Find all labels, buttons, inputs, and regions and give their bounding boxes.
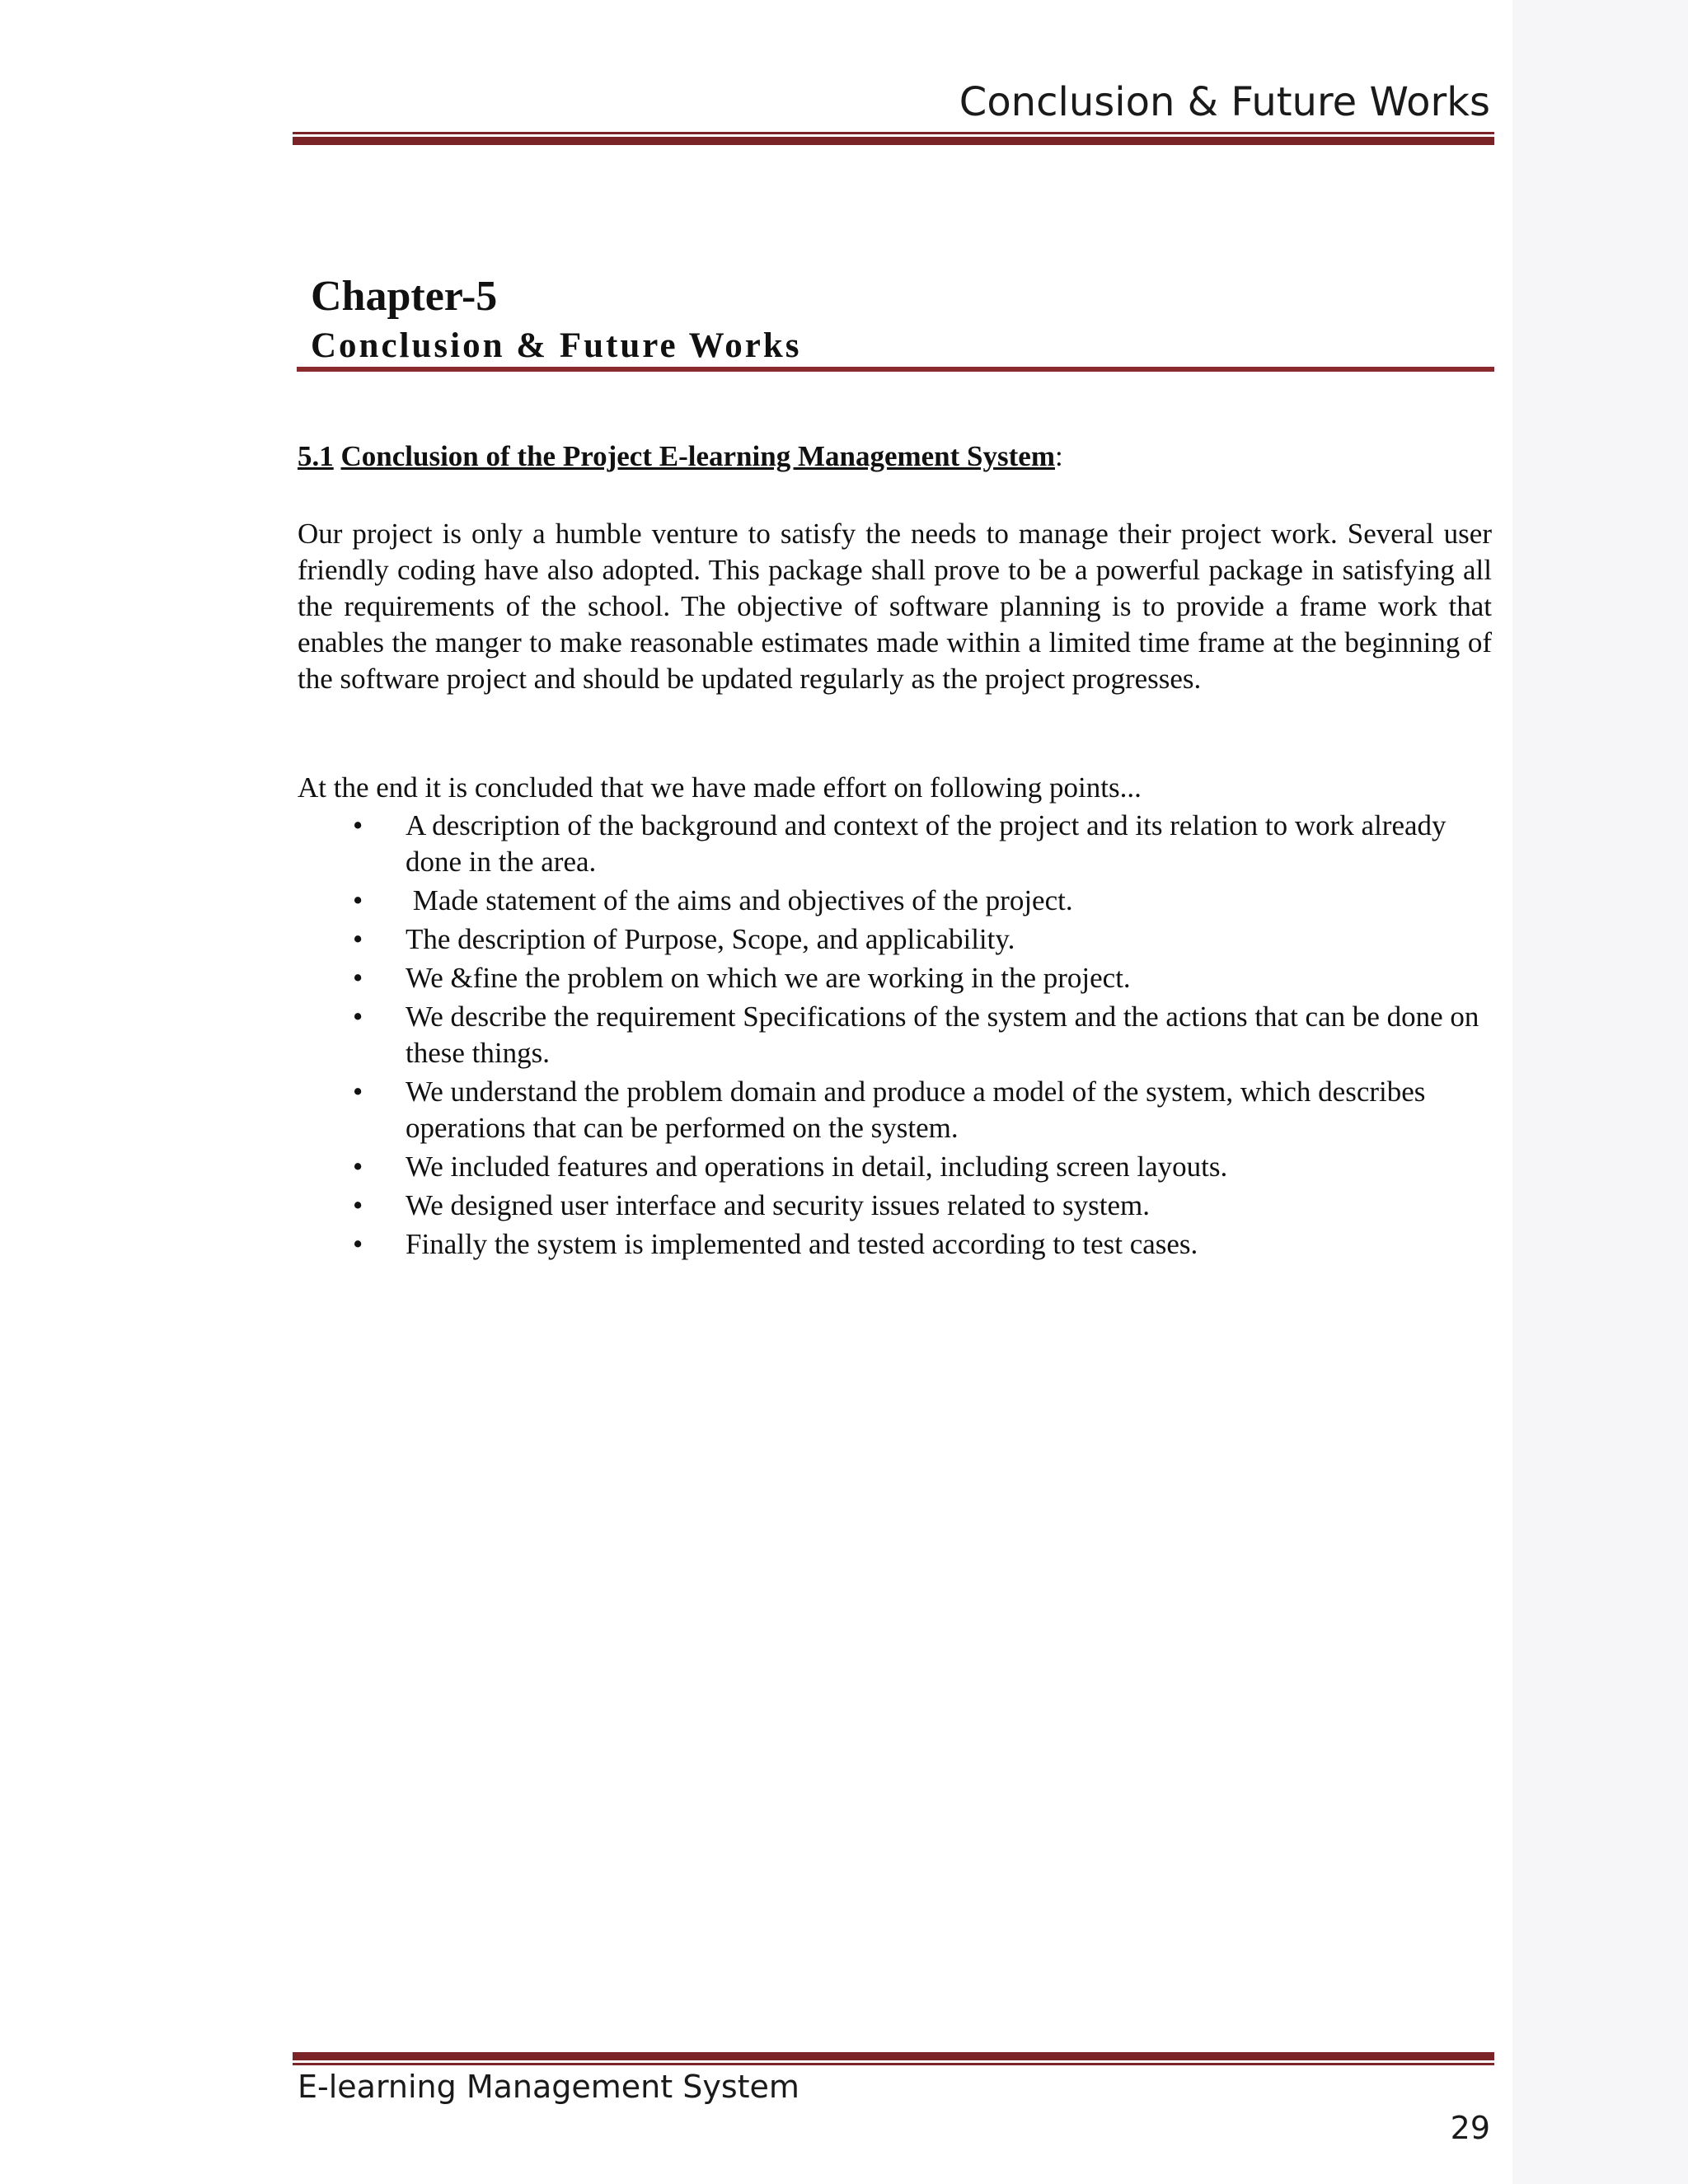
bullet-icon: • [353, 1001, 363, 1033]
section-number: 5.1 [298, 440, 334, 472]
bullet-icon: • [353, 809, 363, 841]
list-item [298, 883, 1492, 919]
list-item-text: A description of the background and context of the project and its relation to work already done in the area. [406, 809, 1447, 878]
list-item-text: We included features and operations in detail, including screen layouts. [406, 1151, 1228, 1183]
list-item-text: We designed user interface and security issues related to system. [406, 1189, 1150, 1221]
list-item [298, 1188, 1492, 1224]
bullet-icon: • [353, 1189, 363, 1221]
bullet-icon: • [353, 1151, 363, 1183]
list-item-text: We understand the problem domain and produce a model of the system, which describes operations that can be performed on the system. [406, 1076, 1426, 1144]
header-rule-thick [293, 137, 1494, 145]
bullet-icon: • [353, 962, 363, 994]
bullet-icon: • [353, 1228, 363, 1260]
footer-rule-thin [293, 2063, 1494, 2065]
chapter-number: Chapter-5 [311, 273, 498, 320]
list-item [298, 960, 1492, 996]
conclusion-paragraph: Our project is only a humble venture to satisfy the needs to manage their project work. Several user friendly coding have also adopted. This package shall prove to be a powerful package in satisfying all the requirements of the school. The objective of software planning is to provide a frame work that enables the manger to make reasonable estimates made within a limited time frame at the beginning of the software project and should be updated regularly as the project progresses. [298, 518, 1492, 695]
page-number: 29 [1450, 2110, 1490, 2146]
bullet-icon: • [353, 923, 363, 955]
list-item [298, 1074, 1492, 1146]
section-suffix: : [1054, 440, 1063, 472]
list-item-text: We &fine the problem on which we are working in the project. [406, 962, 1131, 994]
list-item-text: Finally the system is implemented and tested according to test cases. [406, 1228, 1198, 1260]
footer-title: E-learning Management System [298, 2069, 799, 2105]
running-header-title: Conclusion & Future Works [959, 79, 1490, 125]
list-item-text: The description of Purpose, Scope, and applicability. [406, 923, 1015, 955]
bullet-icon: • [353, 884, 363, 916]
points-list [298, 808, 1492, 1265]
list-item [298, 808, 1492, 880]
list-item [298, 999, 1492, 1071]
bullet-icon: • [353, 1076, 363, 1108]
footer-rule-thick [293, 2052, 1494, 2060]
chapter-rule [297, 367, 1494, 372]
points-lead: At the end it is concluded that we have made effort on following points... [298, 771, 1142, 804]
list-item [298, 1149, 1492, 1185]
chapter-title: Conclusion & Future Works [311, 326, 802, 365]
section-title: Conclusion of the Project E-learning Management System [340, 440, 1055, 472]
header-rule-thin [293, 132, 1494, 134]
list-item-text: Made statement of the aims and objectives of the project. [406, 884, 1073, 916]
list-item [298, 1226, 1492, 1263]
section-heading [298, 440, 1063, 473]
list-item [298, 921, 1492, 958]
list-item-text: We describe the requirement Specifications of the system and the actions that can be done on these things. [406, 1001, 1479, 1069]
